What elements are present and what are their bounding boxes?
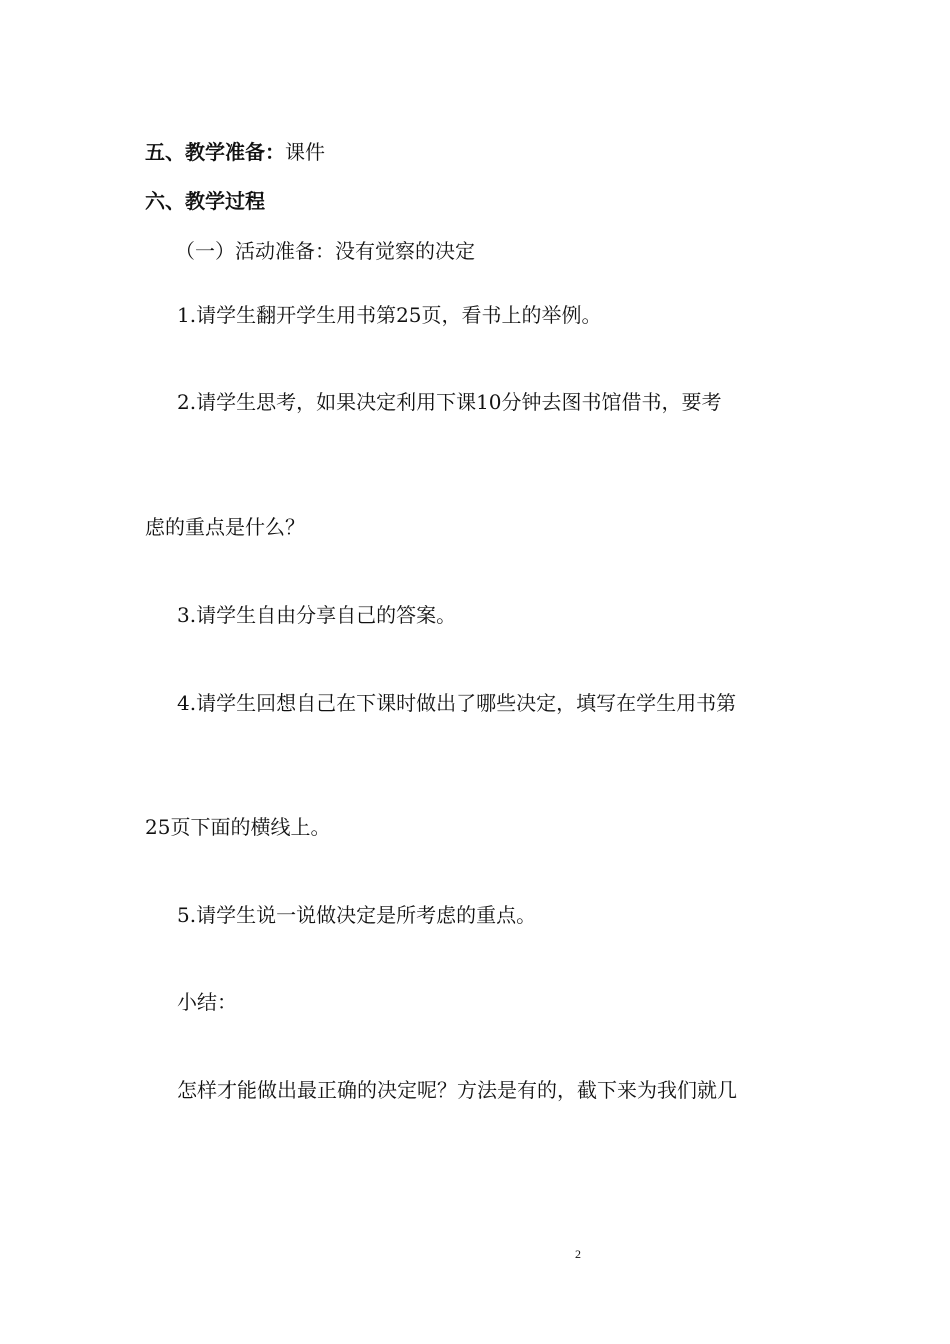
activity-item-1: 1.请学生翻开学生用书第25页，看书上的举例。: [177, 303, 602, 327]
section5-heading: [145, 138, 325, 166]
activity-item-5: 5.请学生说一说做决定是所考虑的重点。: [177, 903, 537, 927]
activity-item-2-line-1: 2.请学生思考，如果决定利用下课10分钟去图书馆借书，要考: [177, 390, 722, 414]
activity-item-4-line-1: 4.请学生回想自己在下课时做出了哪些决定，填写在学生用书第: [177, 691, 737, 715]
activity-item-2-line-2: 虑的重点是什么？: [145, 515, 305, 539]
page-number: 2: [575, 1247, 581, 1261]
activity-item-3: 3.请学生自由分享自己的答案。: [177, 603, 457, 627]
section6-heading: 六、教学过程: [145, 189, 265, 213]
summary-label: 小结：: [177, 990, 237, 1014]
activity-title: （一）活动准备：没有觉察的决定: [175, 239, 475, 263]
section5-value: 课件: [285, 140, 325, 164]
summary-text: 怎样才能做出最正确的决定呢？方法是有的，截下来为我们就几: [177, 1078, 737, 1102]
activity-item-4-line-2: 25页下面的横线上。: [145, 815, 331, 839]
section5-label: 五、教学准备：: [145, 140, 285, 164]
